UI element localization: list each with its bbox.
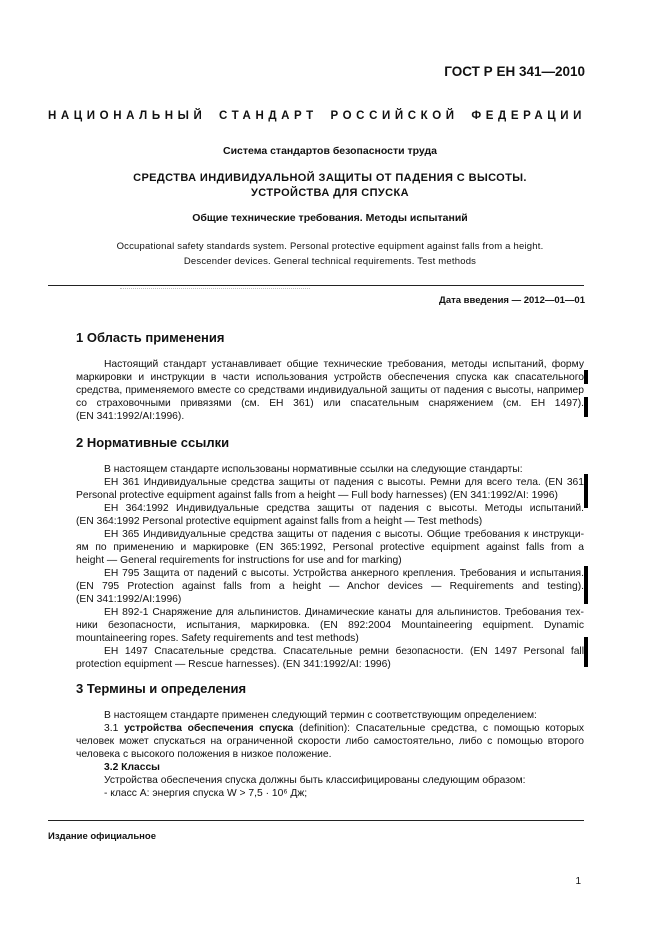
english-title-line: Occupational safety standards system. Personal protective equipment against falls from a height. (116, 241, 544, 252)
subtitle: Общие технические требования. Методы испытаний (192, 212, 468, 224)
text-line: protection equipment — Rescue harnesses). (EN 341:1992/AI: 1996) (76, 659, 391, 670)
text-line: ям по применению и маркировке (EN 365:1992, Personal protective equipment against falls from a (76, 542, 584, 553)
classes-heading: 3.2 Классы (104, 762, 160, 773)
system-title: Система стандартов безопасности труда (222, 145, 438, 157)
text-line: средства, применяемого вместе со средствами индивидуальной защиты от падения с высоты, например (76, 385, 584, 396)
edition-label: Издание официальное (48, 831, 156, 842)
text-line: ЕН 1497 Спасательные средства. Спасательные ремни безопасности. (EN 1497 Personal fall (104, 646, 584, 657)
change-bar (584, 370, 588, 384)
english-title (60, 239, 600, 269)
text-line: (EN 795 Protection against falls from a height — Anchor devices — Requirements and testing). (76, 581, 584, 592)
english-title-line: Descender devices. General technical requirements. Test methods (183, 256, 477, 267)
section-heading: 1 Область применения (76, 330, 225, 345)
term-definition-line (76, 722, 584, 735)
text-line: (EN 341:1992/AI:1996). (76, 411, 185, 422)
text-line: ЕН 364:1992 Индивидуальные средства защиты от падения с высоты. Методы испытаний. (104, 503, 584, 514)
main-title (60, 171, 600, 201)
text-line: ЕН 365 Индивидуальные средства защиты от падения с высоты. Общие требования к инструкци- (104, 529, 584, 540)
footer-divider (48, 820, 584, 821)
section-heading: 3 Термины и определения (76, 681, 247, 696)
text-line: Устройства обеспечения спуска должны быть классифицированы следующим образом: (104, 775, 526, 786)
text-line: ЕН 361 Индивидуальные средства защиты от падения с высоты. Ремни для всего тела. (EN 361 (104, 477, 584, 488)
document-code: ГОСТ Р ЕН 341—2010 (444, 64, 585, 79)
text-line: человек может спускаться на ограниченной скорости либо самостоятельно, либо с помощью второго (76, 736, 584, 747)
text-line: ЕН 892-1 Снаряжение для альпинистов. Динамические канаты для альпинистов. Требования тех- (104, 607, 584, 618)
text-line: Настоящий стандарт устанавливает общие технические требования, методы испытаний, форму (104, 359, 584, 370)
section-2-body (76, 463, 584, 671)
change-bar (584, 637, 588, 667)
text-line: В настоящем стандарте использованы нормативные ссылки на следующие стандарты: (104, 464, 523, 475)
page-number: 1 (575, 876, 581, 887)
term: устройства обеспечения спуска (124, 723, 294, 734)
change-bar (584, 566, 588, 604)
header-divider (48, 285, 584, 286)
text-line: со страховочными привязями (см. ЕН 361) или спасательным снаряжением (см. ЕН 1497). (76, 398, 584, 409)
text-line: человека с высокого положения в низкое положение. (76, 749, 332, 760)
section-heading: 2 Нормативные ссылки (76, 435, 230, 450)
text-line: маркировки и инструкции в части использования устройств обеспечения спуска как спасательного (76, 372, 584, 383)
section-3-body (76, 709, 584, 800)
term-definition-start: (definition): Спасательные средства, с помощью которых (299, 723, 584, 734)
text-line: ники безопасности, испытания, маркировка. (EN 892:2004 Mountaineering equipment. Dynamic (76, 620, 584, 631)
term-number: 3.1 (104, 723, 119, 734)
text-line: (EN 364:1992 Personal protective equipment against falls from a height — Test methods) (76, 516, 483, 527)
text-line: height — General requirements for instructions for use and for marking) (76, 555, 402, 566)
text-line: mountaineering ropes. Safety requirements and test methods) (76, 633, 359, 644)
introduction-date: Дата введения — 2012—01—01 (439, 295, 585, 306)
text-line: В настоящем стандарте применен следующий термин с соответствующим определением: (104, 710, 537, 721)
change-bar (584, 474, 588, 508)
header-divider-shadow (120, 288, 310, 289)
change-bar (584, 397, 588, 417)
text-line: ЕН 795 Защита от падений с высоты. Устройства анкерного крепления. Требования и испытания. (104, 568, 584, 579)
text-line: Personal protective equipment against falls from a height — Full body harnesses) (EN 341:1992/AI: 1996) (76, 490, 558, 501)
national-standard-title: НАЦИОНАЛЬНЫЙ СТАНДАРТ РОССИЙСКОЙ ФЕДЕРАЦИИ (48, 110, 586, 122)
main-title-line: УСТРОЙСТВА ДЛЯ СПУСКА (251, 187, 409, 199)
text-line: (EN 341:1992/AI:1996) (76, 594, 182, 605)
main-title-line: СРЕДСТВА ИНДИВИДУАЛЬНОЙ ЗАЩИТЫ ОТ ПАДЕНИЯ С ВЫСОТЫ. (133, 172, 527, 184)
section-1-body (76, 358, 584, 423)
class-item: - класс А: энергия спуска W > 7,5 · 10⁶ Дж; (104, 788, 308, 799)
